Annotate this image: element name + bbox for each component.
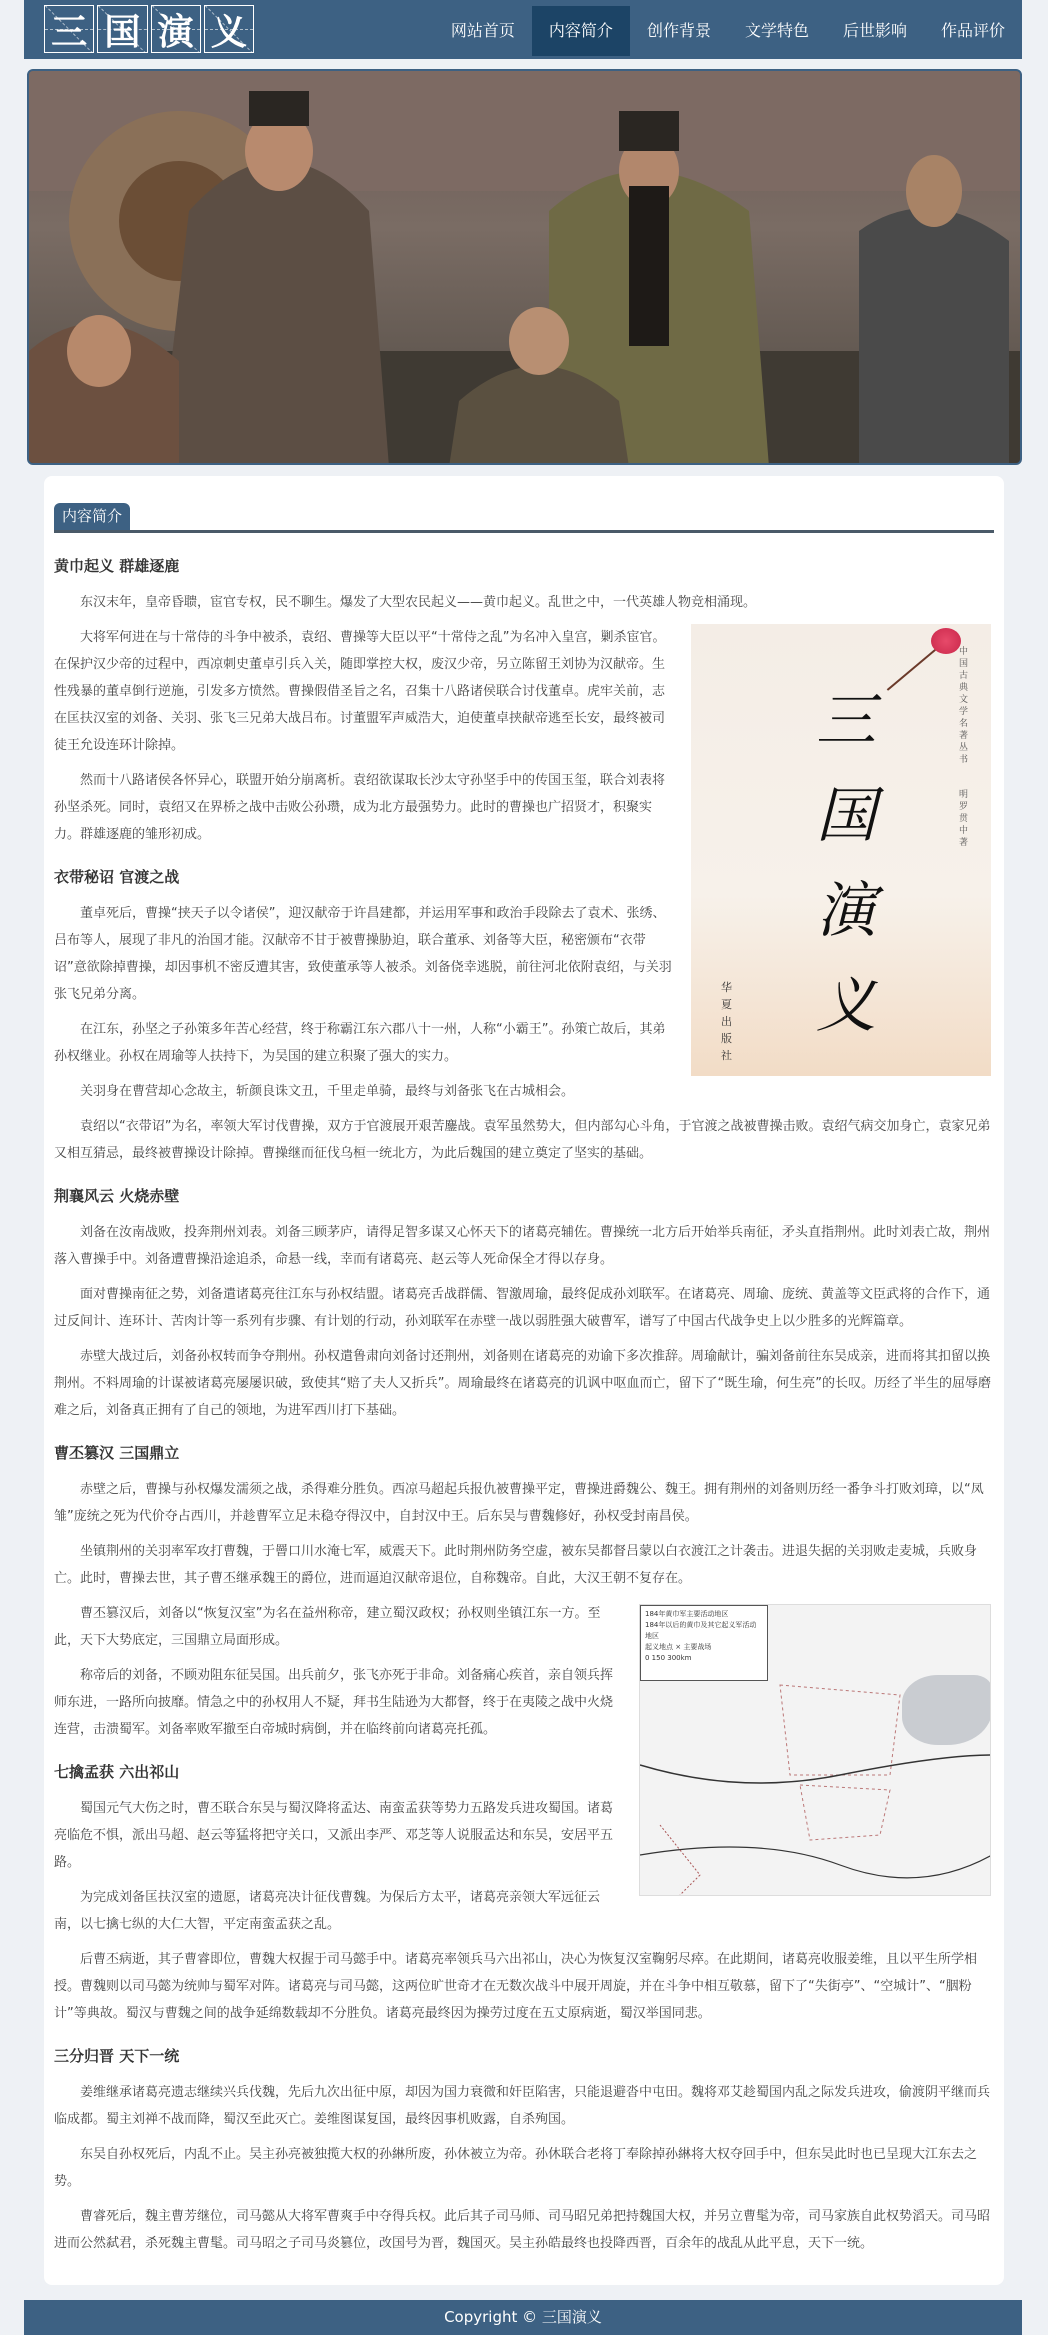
footer-copyright: Copyright © 三国演义 — [24, 2300, 1022, 2335]
paragraph: 刘备在汝南战败，投奔荆州刘表。刘备三顾茅庐，请得足智多谋又心怀天下的诸葛亮辅佐。曹操统一北方后开始举兵南征，矛头直指荆州。此时刘表亡故，荆州落入曹操手中。刘备遭曹操沿途追杀，命悬一线，幸而有诸葛亮、赵云等人死命保全才得以存身。 — [54, 1225, 991, 1267]
paragraph: 东吴自孙权死后，内乱不止。吴主孙亮被独揽大权的孙綝所废，孙休被立为帝。孙休联合老将丁奉除掉孙綝将大权夺回手中，但东吴此时也已呈现大江东去之势。 — [54, 2147, 978, 2189]
cover-title: 三国演义 — [816, 686, 876, 1041]
map-legend-item: 0 150 300km — [645, 1654, 692, 1662]
banner-image — [27, 69, 1022, 465]
nav-literary-features[interactable]: 文学特色 — [744, 21, 809, 40]
section-header — [54, 490, 994, 533]
logo-char: 三 — [44, 5, 94, 53]
logo-char: 义 — [204, 5, 254, 53]
nav-summary[interactable]: 内容简介 — [532, 6, 630, 56]
map-legend-item: 184年以后的黄巾及其它起义军活动地区 — [645, 1621, 757, 1640]
paragraph: 后曹丕病逝，其子曹睿即位，曹魏大权握于司马懿手中。诸葛亮率领兵马六出祁山，决心为恢复汉室鞠躬尽瘁。在此期间，诸葛亮收服姜维，且以平生所学相授。曹魏则以司马懿为统帅与蜀军对阵。诸葛亮与司马懿，这两位旷世奇才在无数次战斗中展开周旋，并在斗争中相互敬慕，留下了“失街亭”、“空城计”、“胭粉计”等典故。蜀汉与曹魏之间的战争延绵数载却不分胜负。诸葛亮最终因为操劳过度在五丈原病逝，蜀汉举国同悲。 — [54, 1952, 978, 2021]
map-lines — [640, 1605, 991, 1896]
paragraph: 曹丕篡汉后，刘备以“恢复汉室”为名在益州称帝，建立蜀汉政权；孙权则坐镇江东一方。至此，天下大势底定，三国鼎立局面形成。 — [54, 1606, 601, 1648]
section-heading: 七擒孟获 六出祁山 — [54, 1763, 180, 1781]
paragraph: 为完成刘备匡扶汉室的遗愿，诸葛亮决计征伐曹魏。为保后方太平，诸葛亮亲领大军远征云南，以七擒七纵的大仁大智，平定南蛮孟获之乱。 — [54, 1890, 601, 1932]
logo-char: 国 — [97, 5, 147, 53]
paragraph: 东汉末年，皇帝昏聩，宦官专权，民不聊生。爆发了大型农民起义——黄巾起义。乱世之中，一代英雄人物竞相涌现。 — [80, 595, 757, 610]
paragraph: 董卓死后，曹操“挟天子以令诸侯”，迎汉献帝于许昌建都，并运用军事和政治手段除去了袁术、张绣、吕布等人，展现了非凡的治国才能。汉献帝不甘于被曹操胁迫，联合董承、刘备等大臣，秘密颁布“衣带诏”意欲除掉曹操，却因事机不密反遭其害，致使董承等人被杀。刘备侥幸逃脱，前往河北依附袁绍，与关羽张飞兄弟分离。 — [54, 906, 672, 1002]
section-heading: 黄巾起义 群雄逐鹿 — [54, 557, 180, 575]
paragraph: 曹睿死后，魏主曹芳继位，司马懿从大将军曹爽手中夺得兵权。此后其子司马师、司马昭兄弟把持魏国大权，并另立曹髦为帝，司马家族自此权势滔天。司马昭进而公然弑君，杀死魏主曹髦。司马昭之子司马炎篡位，改国号为晋，魏国灭。吴主孙皓最终也投降西晋，百余年的战乱从此平息，天下一统。 — [54, 2209, 991, 2251]
paragraph: 称帝后的刘备，不顾劝阻东征吴国。出兵前夕，张飞亦死于非命。刘备痛心疾首，亲自领兵挥师东进，一路所向披靡。情急之中的孙权用人不疑，拜书生陆逊为大都督，终于在夷陵之战中火烧连营，击溃蜀军。刘备率败军撤至白帝城时病倒，并在临终前向诸葛亮托孤。 — [54, 1668, 614, 1737]
plum-blossom-icon — [931, 628, 961, 654]
historical-map-image — [639, 1604, 991, 1896]
nav-home[interactable]: 网站首页 — [450, 21, 515, 40]
map-legend-item: 起义地点 × 主要战场 — [645, 1643, 712, 1651]
main-nav — [434, 6, 1022, 56]
paragraph: 袁绍以“衣带诏”为名，率领大军讨伐曹操，双方于官渡展开艰苦鏖战。袁军虽然势大，但内部勾心斗角，于官渡之战被曹操击败。袁绍气病交加身亡，袁家兄弟又相互猜忌，最终被曹操设计除掉。曹操继而征伐乌桓一统北方，为此后魏国的建立奠定了坚实的基础。 — [54, 1119, 991, 1161]
paragraph: 面对曹操南征之势，刘备遣诸葛亮往江东与孙权结盟。诸葛亮舌战群儒、智激周瑜，最终促成孙刘联军。在诸葛亮、周瑜、庞统、黄盖等文臣武将的合作下，通过反间计、连环计、苦肉计等一系列有步骤、有计划的行动，孙刘联军在赤壁一战以弱胜强大破曹军，谱写了中国古代战争史上以少胜多的光辉篇章。 — [54, 1287, 991, 1329]
section-heading: 三分归晋 天下一统 — [54, 2047, 180, 2065]
section-tab: 内容简介 — [54, 503, 130, 530]
map-legend-item: 184年黄巾军主要活动地区 — [645, 1610, 729, 1618]
main-area — [0, 476, 1048, 2335]
paragraph: 赤壁大战过后，刘备孙权转而争夺荆州。孙权遣鲁肃向刘备讨还荆州，刘备则在诸葛亮的劝谕下多次推辞。周瑜献计，骗刘备前往东吴成亲，进而将其扣留以换荆州。不料周瑜的计谋被诸葛亮屡屡识破，致使其“赔了夫人又折兵”。周瑜最终在诸葛亮的讥讽中呕血而亡，留下了“既生瑜，何生亮”的长叹。历经了半生的屈辱磨难之后，刘备真正拥有了自己的领地，为进军西川打下基础。 — [54, 1349, 991, 1418]
paragraph: 坐镇荆州的关羽率军攻打曹魏，于罾口川水淹七军，威震天下。此时荆州防务空虚，被东吴都督吕蒙以白衣渡江之计袭击。进退失据的关羽败走麦城，兵败身亡。此时，曹操去世，其子曹丕继承魏王的爵位，进而逼迫汉献帝退位，自称魏帝。自此，大汉王朝不复存在。 — [54, 1544, 978, 1586]
paragraph: 在江东，孙坚之子孙策多年苦心经营，终于称霸江东六郡八十一州，人称“小霸王”。孙策亡故后，其弟孙权继业。孙权在周瑜等人扶持下，为吴国的建立积聚了强大的实力。 — [54, 1022, 666, 1064]
book-cover-image — [691, 624, 991, 1076]
paragraph: 大将军何进在与十常侍的斗争中被杀，袁绍、曹操等大臣以平“十常侍之乱”为名冲入皇宫，剿杀宦官。在保护汉少帝的过程中，西凉刺史董卓引兵入关，随即掌控大权，废汉少帝，另立陈留王刘协为汉献帝。生性残暴的董卓倒行逆施，引发多方愤然。曹操假借圣旨之名，召集十八路诸侯联合讨伐董卓。虎牢关前，志在匡扶汉室的刘备、关羽、张飞三兄弟大战吕布。讨董盟军声威浩大，迫使董卓挟献帝逃至长安，最终被司徒王允设连环计除掉。 — [54, 630, 666, 753]
site-header — [24, 0, 1022, 59]
paragraph: 姜维继承诸葛亮遗志继续兴兵伐魏，先后九次出征中原，却因为国力衰微和奸臣陷害，只能退避沓中屯田。魏将邓艾趁蜀国内乱之际发兵进攻，偷渡阴平继而兵临成都。蜀主刘禅不战而降，蜀汉至此灭亡。姜维图谋复国，最终因事机败露，自杀殉国。 — [54, 2085, 991, 2127]
paragraph: 蜀国元气大伤之时，曹丕联合东吴与蜀汉降将孟达、南蛮孟获等势力五路发兵进攻蜀国。诸葛亮临危不惧，派出马超、赵云等猛将把守关口，又派出李严、邓芝等人说服孟达和东吴，安居平五路。 — [54, 1801, 614, 1870]
site-logo[interactable] — [44, 5, 254, 53]
paragraph: 然而十八路诸侯各怀异心，联盟开始分崩离析。袁绍欲谋取长沙太守孙坚手中的传国玉玺，联合刘表将孙坚杀死。同时，袁绍又在界桥之战中击败公孙瓒，成为北方最强势力。此时的曹操也广招贤才，积聚实力。群雄逐鹿的雏形初成。 — [54, 773, 666, 842]
content-panel — [44, 476, 1004, 2285]
paragraph: 关羽身在曹营却心念故主，斩颜良诛文丑，千里走单骑，最终与刘备张飞在古城相会。 — [80, 1084, 575, 1099]
article-content — [54, 555, 994, 2265]
cover-publisher: 华夏出版社 — [721, 981, 732, 1062]
section-heading: 荆襄风云 火烧赤壁 — [54, 1187, 180, 1205]
banner-scene — [29, 71, 1022, 465]
cover-series: 中国古典文学名著丛书 — [959, 647, 969, 765]
paragraph: 赤壁之后，曹操与孙权爆发濡须之战，杀得难分胜负。西凉马超起兵报仇被曹操平定，曹操进爵魏公、魏王。拥有荆州的刘备则历经一番争斗打败刘璋，以“凤雏”庞统之死为代价夺占西川，并趁曹军立足未稳夺得汉中，自封汉中王。后东吴与曹魏修好，孙权受封南昌侯。 — [54, 1482, 984, 1524]
cover-author: 明 罗贯中 著 — [959, 790, 969, 848]
logo-char: 演 — [151, 5, 201, 53]
section-heading: 衣带秘诏 官渡之战 — [54, 868, 180, 886]
nav-influence[interactable]: 后世影响 — [842, 21, 907, 40]
branch-icon — [887, 644, 942, 691]
nav-background[interactable]: 创作背景 — [646, 21, 711, 40]
section-heading: 曹丕篡汉 三国鼎立 — [54, 1444, 180, 1462]
nav-reviews[interactable]: 作品评价 — [940, 21, 1005, 40]
